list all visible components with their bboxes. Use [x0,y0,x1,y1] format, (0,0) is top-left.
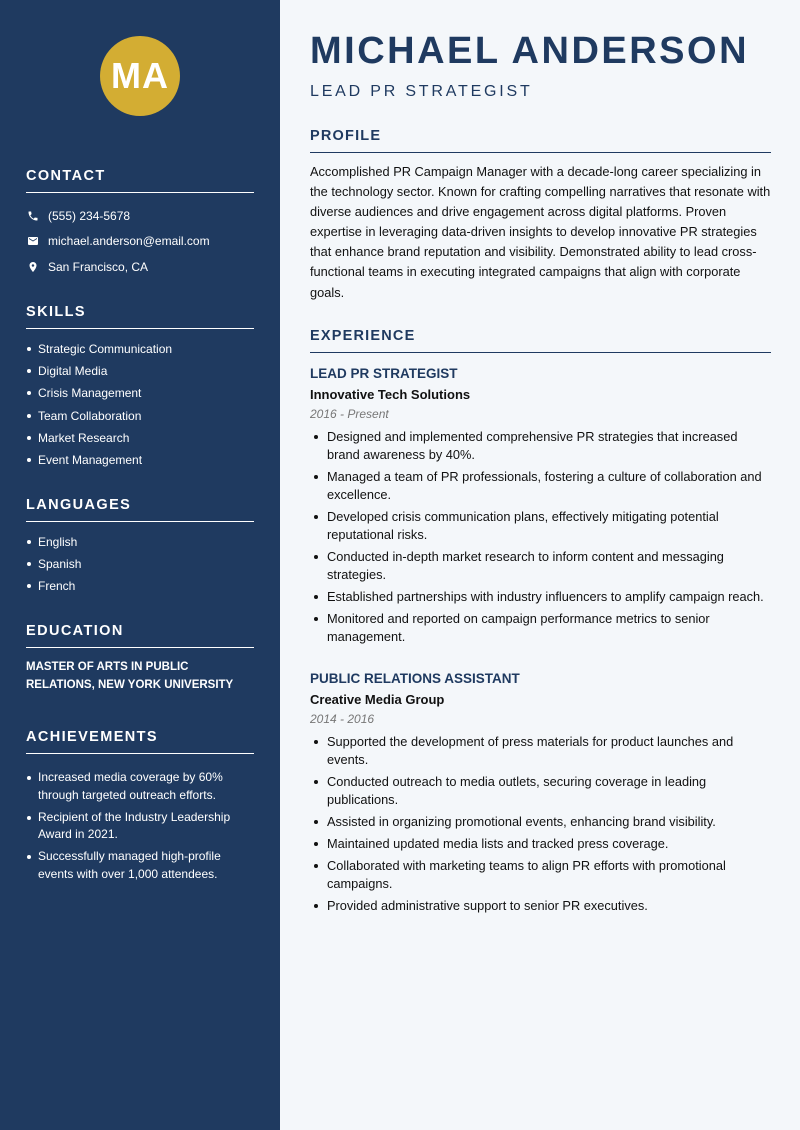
sidebar [0,0,280,1130]
job-bullet: Monitored and reported on campaign performance metrics to senior management. [310,610,771,646]
job-bullet: Provided administrative support to senior PR executives. [310,897,771,915]
achievements-heading: ACHIEVEMENTS [26,729,254,754]
languages-list [26,531,254,598]
education-section [26,623,254,694]
language-item: English [26,531,254,553]
job-bullet: Conducted in-depth market research to inform content and messaging strategies. [310,548,771,584]
job-title: LEAD PR STRATEGIST [310,366,458,381]
experience-section [310,328,771,353]
job-bullet: Conducted outreach to media outlets, securing coverage in leading publications. [310,773,771,809]
languages-section [26,497,254,598]
achievements-section [26,729,254,888]
job-bullet: Designed and implemented comprehensive PR strategies that increased brand awareness by 40%. [310,428,771,464]
job-bullet: Assisted in organizing promotional events, enhancing brand visibility. [310,813,771,831]
job-bullets [310,733,771,915]
phone-text: (555) 234-5678 [48,208,131,223]
contact-email [26,229,254,255]
skill-item: Event Management [26,449,254,471]
contact-location [26,254,254,280]
job-company: Innovative Tech Solutions [310,387,471,402]
skill-item: Crisis Management [26,382,254,404]
job-bullets [310,428,771,646]
education-degree: MASTER OF ARTS IN PUBLIC RELATIONS, NEW YORK UNIVERSITY [26,661,234,691]
job-entry [310,366,771,650]
education-heading: EDUCATION [26,623,254,648]
skills-heading: SKILLS [26,304,254,329]
languages-heading: LANGUAGES [26,497,254,522]
contact-section [26,168,254,280]
candidate-title: LEAD PR STRATEGIST [310,83,533,100]
profile-section [310,128,771,303]
email-text: michael.anderson@email.com [48,234,210,249]
achievement-item: Successfully managed high-profile events with over 1,000 attendees. [26,848,254,883]
skill-item: Digital Media [26,360,254,382]
achievements-list [26,769,254,883]
envelope-icon [26,234,40,248]
job-entry [310,671,771,919]
job-bullet: Established partnerships with industry influencers to amplify campaign reach. [310,588,771,606]
experience-heading: EXPERIENCE [310,328,771,353]
job-bullet: Maintained updated media lists and tracked press coverage. [310,835,771,853]
job-bullet: Developed crisis communication plans, effectively mitigating potential reputational risks. [310,508,771,544]
job-dates: 2016 - Present [310,407,389,421]
achievement-item: Recipient of the Industry Leadership Award in 2021. [26,809,254,844]
avatar: MA [100,36,180,116]
location-text: San Francisco, CA [48,259,149,274]
contact-phone [26,203,254,229]
language-item: French [26,575,254,597]
skill-item: Market Research [26,427,254,449]
job-dates: 2014 - 2016 [310,712,375,726]
job-title: PUBLIC RELATIONS ASSISTANT [310,671,520,686]
skill-item: Strategic Communication [26,338,254,360]
map-pin-icon [26,260,40,274]
job-bullet: Collaborated with marketing teams to align PR efforts with promotional campaigns. [310,857,771,893]
profile-text: Accomplished PR Campaign Manager with a decade-long career specializing in the technology sector. Known for crafting compelling narratives that resonate with diverse audiences and drive engagement across digital platforms. Proven expertise in leveraging data-driven insights to develop innovative PR strategies that enhance brand reputation and visibility. Demonstrated ability to lead cross-functional teams in executing integrated campaigns that align with corporate goals. [310,164,771,300]
skills-list [26,338,254,471]
candidate-name: MICHAEL ANDERSON [310,30,750,72]
achievement-item: Increased media coverage by 60% through targeted outreach efforts. [26,769,254,804]
skills-section [26,304,254,471]
language-item: Spanish [26,553,254,575]
phone-icon [26,209,40,223]
job-bullet: Managed a team of PR professionals, fostering a culture of collaboration and excellence. [310,468,771,504]
profile-heading: PROFILE [310,128,771,153]
skill-item: Team Collaboration [26,405,254,427]
job-bullet: Supported the development of press materials for product launches and events. [310,733,771,769]
contact-heading: CONTACT [26,168,254,193]
job-company: Creative Media Group [310,692,445,707]
